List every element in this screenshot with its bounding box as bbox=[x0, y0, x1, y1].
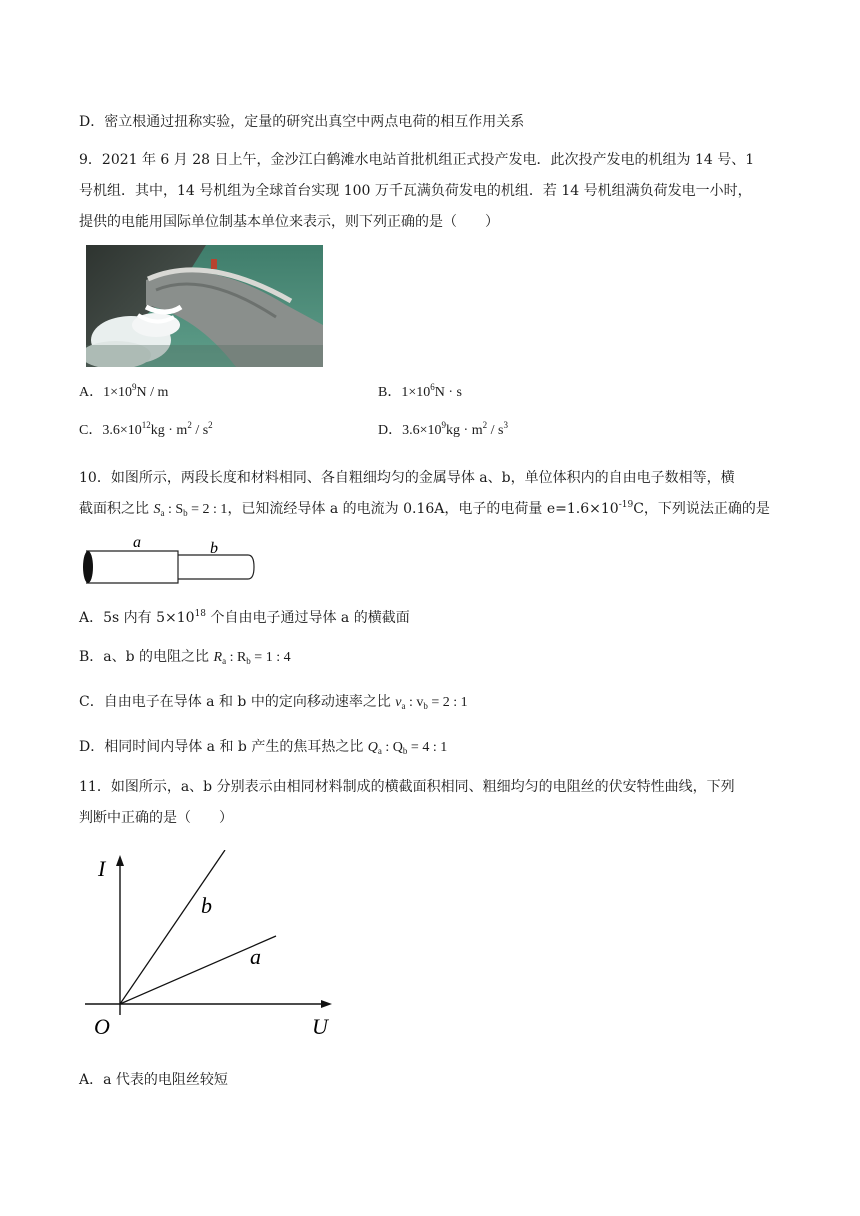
q9-option-b[interactable] bbox=[378, 383, 462, 403]
val: = 2 : 1 bbox=[427, 695, 468, 710]
q9-stem-line3: 提供的电能用国际单位制基本单位来表示，则下列正确的是（ ） bbox=[79, 214, 499, 230]
q8-option-d: D．密立根通过扭称实验，定量的研究出真空中两点电荷的相互作用关系 bbox=[79, 114, 525, 130]
sym: Q bbox=[367, 740, 378, 755]
q11-stem-line2: 判断中正确的是（ ） bbox=[79, 810, 233, 826]
line-b-label: b bbox=[201, 893, 212, 918]
text: 个自由电子通过导体 a 的横截面 bbox=[206, 610, 410, 626]
option-exp: 9 bbox=[132, 382, 137, 392]
x-axis-arrow bbox=[321, 1000, 332, 1008]
option-unit: N · s bbox=[434, 385, 462, 400]
fig-label-a: a bbox=[133, 534, 141, 551]
q11-option-a[interactable]: A．a 代表的电阻丝较短 bbox=[79, 1072, 228, 1088]
line-a-label: a bbox=[250, 944, 261, 969]
option-coef: 3.6×10 bbox=[402, 423, 442, 438]
sym: v bbox=[395, 695, 402, 710]
q10-stem-line2 bbox=[79, 499, 770, 520]
exp: 18 bbox=[194, 609, 207, 619]
option-unit-tail: / s bbox=[191, 423, 209, 438]
x-axis-label: U bbox=[312, 1014, 328, 1039]
sub: a bbox=[401, 701, 406, 711]
sym: : S bbox=[164, 502, 184, 517]
option-tail-exp: 3 bbox=[503, 420, 508, 430]
val: = 2 : 1 bbox=[187, 502, 228, 517]
dam-photo bbox=[86, 245, 323, 367]
iu-graph bbox=[80, 850, 350, 1050]
option-coef: 3.6×10 bbox=[102, 423, 142, 438]
q11-stem-line1: 11．如图所示，a、b 分别表示由相同材料制成的横截面积相同、粗细均匀的电阻丝的伏安特性曲线，下列 bbox=[79, 779, 735, 795]
option-unit: N / m bbox=[136, 385, 169, 400]
option-coef: 1×10 bbox=[103, 385, 133, 400]
option-letter: C． bbox=[79, 423, 103, 438]
q9-stem-line2: 号机组．其中，14 号机组为全球首台实现 100 万千瓦满负荷发电的机组．若 14 号机组满负荷发电一小时， bbox=[79, 183, 752, 199]
sym: : v bbox=[405, 695, 424, 710]
sym: R bbox=[213, 650, 223, 665]
option-unit-exp: 2 bbox=[482, 420, 488, 430]
sym: : R bbox=[226, 650, 247, 665]
q10-option-b[interactable] bbox=[79, 647, 291, 668]
q10-option-a[interactable] bbox=[79, 608, 410, 628]
option-letter: D． bbox=[378, 423, 403, 438]
sub: a bbox=[377, 746, 382, 756]
sym: S bbox=[153, 502, 161, 517]
sub: a bbox=[222, 656, 227, 666]
sub: b bbox=[402, 746, 408, 756]
y-axis-label: I bbox=[98, 856, 106, 881]
option-coef: 1×10 bbox=[401, 385, 431, 400]
sub: b bbox=[423, 701, 428, 711]
sub: b bbox=[246, 656, 251, 666]
conductor-diagram bbox=[78, 533, 258, 597]
text: D．相同时间内导体 a 和 b 产生的焦耳热之比 bbox=[79, 739, 368, 755]
option-tail-exp: 2 bbox=[208, 420, 213, 430]
q10-stem-line1: 10．如图所示，两段长度和材料相同、各自粗细均匀的金属导体 a、b，单位体积内的自由电子数相等，横 bbox=[79, 470, 735, 486]
text: A．5s 内有 5×10 bbox=[79, 610, 195, 626]
y-axis-arrow bbox=[116, 855, 124, 866]
sub: b bbox=[183, 508, 188, 518]
fig-label-b: b bbox=[210, 540, 218, 557]
exp: -19 bbox=[618, 500, 634, 510]
option-unit-tail: / s bbox=[487, 423, 504, 438]
option-letter: B． bbox=[378, 385, 402, 400]
option-exp: 9 bbox=[441, 420, 447, 430]
option-unit-exp: 2 bbox=[187, 420, 192, 430]
val: = 1 : 4 bbox=[250, 650, 291, 665]
text: ，已知流经导体 a 的电流为 0.16A，电子的电荷量 e=1.6×10 bbox=[227, 501, 619, 517]
option-exp: 6 bbox=[430, 382, 435, 392]
origin-label: O bbox=[94, 1014, 110, 1039]
val: = 4 : 1 bbox=[407, 740, 448, 755]
q10-option-c[interactable] bbox=[79, 692, 468, 713]
text: C，下列说法正确的是 bbox=[633, 501, 770, 517]
text: 截面积之比 bbox=[79, 501, 154, 517]
option-unit: kg · m bbox=[150, 423, 188, 438]
q9-option-d[interactable] bbox=[378, 421, 508, 441]
sym: : Q bbox=[381, 740, 403, 755]
option-letter: A． bbox=[79, 385, 104, 400]
text: C．自由电子在导体 a 和 b 中的定向移动速率之比 bbox=[79, 694, 396, 710]
option-exp: 12 bbox=[141, 420, 151, 430]
q9-option-a[interactable] bbox=[79, 383, 168, 403]
option-unit: kg · m bbox=[446, 423, 483, 438]
q9-stem-line1: 9．2021 年 6 月 28 日上午，金沙江白鹤滩水电站首批机组正式投产发电．此次投产发电的机组为 14 号、1 bbox=[79, 152, 755, 168]
sub: a bbox=[160, 508, 165, 518]
q10-option-d[interactable] bbox=[79, 737, 447, 758]
text: B．a、b 的电阻之比 bbox=[79, 649, 214, 665]
q9-option-c[interactable] bbox=[79, 421, 213, 441]
